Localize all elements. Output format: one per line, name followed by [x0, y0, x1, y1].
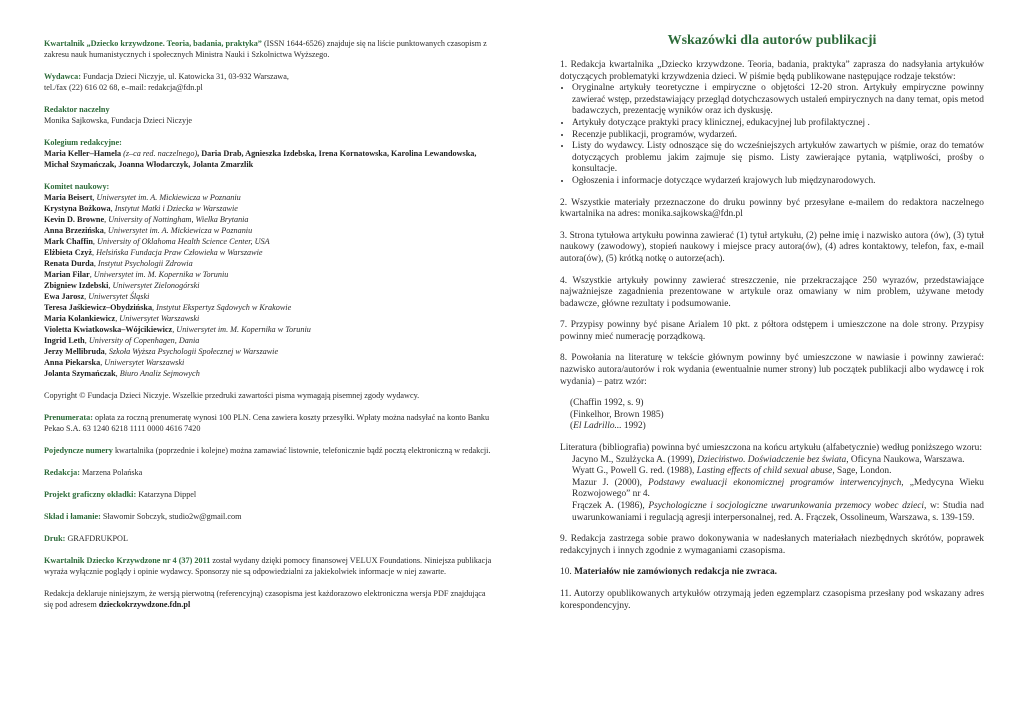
cover-design: Projekt graficzny okładki: Katarzyna Dippel — [44, 490, 197, 499]
scientific-committee: Komitet naukowy: Maria Beisert, Uniwersytet im. A. Mickiewicza w Poznaniu Krystyna Bożkowa, Instytut Matki i Dziecka w Warszawie Kevin D. Browne, University of Nottingham, Wielka Brytania Anna Brzezińska, Uniwersytet im. A. Mickiewicza w Poznaniu Mark Chaffin, University of Oklahoma Health Science Center, USA Elżbieta Czyż, Helsińska Fundacja Praw Człowieka w Warszawie Renata Durda, Instytut Psychologii Zdrowia Marian Filar, Uniwersytet im. M. Kopernika w Toruniu Zbigniew Izdebski, Uniwersytet Zielonogórski Ewa Jarosz, Uniwersytet Śląski Teresa Jaśkiewicz–Obydzińska, Instytut Ekspertyz Sądowych w Krakowie Maria Kolankiewicz, Uniwersytet Warszawski Violetta Kwiatkowska–Wójcikiewicz, Uniwersytet im. M. Kopernika w Toruniu Ingrid Leth, University of Copenhagen, Dania Jerzy Mellibruda, Szkoła Wyższa Psychologii Społecznej w Warszawie Anna Piekarska, Uniwersytet Warszawski Jolanta Szymańczak, Biuro Analiz Sejmowych — [44, 181, 492, 379]
committee-member: Anna Piekarska, Uniwersytet Warszawski — [44, 358, 185, 367]
committee-member: Krystyna Bożkowa, Instytut Matki i Dziecka w Warszawie — [44, 204, 238, 213]
list-item: • Recenzje publikacji, programów, wydarzeń. — [572, 130, 984, 142]
reference-item: Frączek A. (1986), Psychologiczne i socjologiczne uwarunkowania przemocy wobec dzieci, w: Studia nad uwarunkowaniami i regulacją agresji interpersonalnej, red. A. Frączek, Ossolineum, Warszawa, s. 139-159. — [572, 501, 984, 523]
committee-member: Ewa Jarosz, Uniwersytet Śląski — [44, 292, 150, 301]
citation-example: (Chaffin 1992, s. 9) — [570, 398, 644, 409]
declaration: Redakcja deklaruje niniejszym, że wersją pierwotną (referencyjną) czasopisma jest każdorazowo elektroniczna wersja PDF znajdująca się pod adresem dzieckokrzywdzone.fdn.pl — [44, 589, 486, 609]
section-10: 10. Materiałów nie zamówionych redakcja nie zwraca. — [560, 567, 777, 578]
list-item: • Ogłoszenia i informacje dotyczące wydarzeń krajowych lub międzynarodowych. — [572, 176, 984, 188]
committee-member: Jolanta Szymańczak, Biuro Analiz Sejmowych — [44, 369, 200, 378]
publisher-block: Wydawca: Fundacja Dzieci Niczyje, ul. Katowicka 31, 03-932 Warszawa, tel./fax (22) 616 02 68, e–mail: redakcja@fdn.pl — [44, 72, 289, 92]
typesetting: Skład i łamanie: Sławomir Sobczyk, studio2w@gmail.com — [44, 512, 242, 521]
section-4: 4. Wszystkie artykuły powinny zawierać streszczenie, nie przekraczające 250 wyrazów, przedstawiające najważniejsze zagadnienia prezentowane w artykule oraz omawiany w nim problem, używane metody badawcze, główne rezultaty i podsumowanie. — [560, 275, 984, 309]
committee-member: Anna Brzezińska, Uniwersytet im. A. Mickiewicza w Poznaniu — [44, 226, 253, 235]
committee-member: Marian Filar, Uniwersytet im. M. Kopernika w Toruniu — [44, 270, 229, 279]
section-11: 11. Autorzy opublikowanych artykułów otrzymają jeden egzemplarz czasopisma przesłany pod wskazany adres korespondencyjny. — [560, 588, 984, 611]
journal-intro: Kwartalnik „Dziecko krzywdzone. Teoria, badania, praktyka” (ISSN 1644-6526) znajduje się na liście punktowanych czasopism z zakresu nauk humanistycznych i społecznych Ministra Nauki i Szkolnictwa Wyższego. — [44, 39, 487, 59]
issue-note: Kwartalnik Dziecko Krzywdzone nr 4 (37) 2011 został wydany dzięki pomocy finansowej VELUX Foundations. Niniejsza publikacja wyraża wyłącznie poglądy i opinie wydawcy. Sponsorzy nie są odpowiedzialni za jakiekolwiek informacje w niej zawarte. — [44, 556, 492, 576]
committee-member: Mark Chaffin, University of Oklahoma Health Science Center, USA — [44, 237, 270, 246]
committee-member: Renata Durda, Instytut Psychologii Zdrowia — [44, 259, 193, 268]
committee-member: Violetta Kwiatkowska–Wójcikiewicz, Uniwersytet im. M. Kopernika w Toruniu — [44, 325, 311, 334]
editorial-board: Kolegium redakcyjne: Maria Keller–Hamela (z–ca red. naczelnego), Daria Drab, Agnieszka Izdebska, Irena Kornatowska, Karolina Lewandowska, Michał Szymańczak, Joanna Włodarczyk, Jolanta Zmarzlik — [44, 138, 477, 169]
printing: Druk: GRAFDRUKPOL — [44, 534, 128, 543]
citation-examples — [560, 398, 984, 433]
single-issues: Pojedyncze numery kwartalnika (poprzednie i kolejne) można zamawiać listownie, telefonicznie bądź pocztą elektroniczną w redakcji. — [44, 446, 491, 455]
section-2: 2. Wszystkie materiały przeznaczone do druku powinny być przesyłane e-mailem do redaktora naczelnego kwartalnika na adres: monika.sajkowska@fdn.pl — [560, 197, 984, 220]
committee-member: Ingrid Leth, University of Copenhagen, Dania — [44, 336, 200, 345]
committee-member: Maria Kolankiewicz, Uniwersytet Warszawski — [44, 314, 200, 323]
section-3: 3. Strona tytułowa artykułu powinna zawierać (1) tytuł artykułu, (2) pełne imię i nazwisko autora (ów), (3) tytuł naukowy (zawodowy), stopień naukowy i miejsce pracy autora(ów), (4) adres kontaktowy, telefon, fax, e-mail autora(ów), (5) krótką notkę o autorze(ach). — [560, 230, 984, 264]
list-item: • Oryginalne artykuły teoretyczne i empiryczne o objętości 12-20 stron. Artykuły empiryczne powinny zawierać wstęp, przedstawiający przegląd dotychczasowych ustaleń empirycznych na dany temat, opis metod badawczych, prezentację wyników oraz ich dyskusję. — [572, 83, 984, 118]
citation-example: (Finkelhor, Brown 1985) — [570, 409, 664, 420]
reference-list — [560, 455, 984, 525]
section-7: 7. Przypisy powinny być pisane Arialem 10 pkt. z półtora odstępem i umieszczone na dole strony. Przypisy powinny mieć numerację porządkową. — [560, 320, 984, 342]
journal-title: Kwartalnik „Dziecko krzywdzone. Teoria, badania, praktyka” — [44, 39, 262, 48]
reference-item: Mazur J. (2000), Podstawy ewaluacji ekonomicznej programów interwencyjnych, „Medycyna Wieku Rozwojowego” nr 4. — [572, 477, 984, 500]
literature-intro: Literatura (bibliografia) powinna być umieszczona na końcu artykułu (alfabetycznie) według poniższego wzoru: — [560, 443, 982, 454]
reference-item: Jacyno M., Szulżycka A. (1999), Dzieciństwo. Doświadczenie bez świata, Oficyna Naukowa, Warszawa. — [572, 454, 965, 465]
committee-member: Jerzy Mellibruda, Szkoła Wyższa Psychologii Społecznej w Warszawie — [44, 347, 279, 356]
right-page — [512, 0, 1024, 704]
list-item: • Listy do wydawcy. Listy odnoszące się do wcześniejszych artykułów zawartych w piśmie, oraz do tematów dotyczących problemu jakim zajmuje się pismo. Listy zawierające pytania, wątpliwości, prośby o konsultacje. — [572, 141, 984, 176]
subscription: Prenumerata: opłata za roczną prenumeratę wynosi 100 PLN. Cena zawiera koszty przesyłki. Wpłaty można nadsyłać na konto Banku Pekao S.A. 63 1240 6218 1111 0000 4616 7420 — [44, 413, 490, 433]
committee-member: Zbigniew Izdebski, Uniwersytet Zielonogórski — [44, 281, 200, 290]
redakcja: Redakcja: Marzena Polańska — [44, 468, 143, 477]
text-types-list — [560, 83, 984, 187]
committee-list — [44, 192, 492, 379]
copyright: Copyright © Fundacja Dzieci Niczyje. Wszelkie przedruki zawartości pisma wymagają pisemnej zgody wydawcy. — [44, 391, 420, 400]
committee-member: Teresa Jaśkiewicz–Obydzińska, Instytut Ekspertyz Sądowych w Krakowie — [44, 303, 292, 312]
page-title: Wskazówki dla autorów publikacji — [667, 33, 877, 48]
committee-member: Elżbieta Czyż, Helsińska Fundacja Praw Człowieka w Warszawie — [44, 248, 263, 257]
editor-block: Redaktor naczelny Monika Sajkowska, Fundacja Dzieci Niczyje — [44, 105, 193, 125]
committee-member: Maria Beisert, Uniwersytet im. A. Mickiewicza w Poznaniu — [44, 193, 241, 202]
section-1: 1. Redakcja kwartalnika „Dziecko krzywdzone. Teoria, badania, praktyka” zaprasza do nadsyłania artykułów dotyczących problematyki krzywdzenia dzieci. W piśmie będą publikowane następujące rodzaje tekstów: • Oryginalne artykuły teoretyczne i empiryczne o objętości 12-20 stron. Artykuły empiryczne powinny zawierać wstęp, przedstawiający przegląd dotychczasowych ustaleń empirycznych na dany temat, opis metod badawczych, prezentację wyników oraz ich dyskusję. • Artykuły dotyczące praktyki pracy klinicznej, edukacyjnej lub profilaktycznej . • Recenzje publikacji, programów, wydarzeń. • Listy do wydawcy. Listy odnoszące się do wcześniejszych artykułów zawartych w piśmie, oraz do tematów dotyczących problemu jakim zajmuje się pismo. Listy zawierające pytania, wątpliwości, prośby o konsultacje. • Ogłoszenia i informacje dotyczące wydarzeń krajowych lub międzynarodowych. — [560, 60, 984, 188]
citation-example: (El Ladrillo... 1992) — [570, 421, 646, 432]
reference-item: Wyatt G., Powell G. red. (1988), Lasting effects of child sexual abuse, Sage, London. — [572, 466, 892, 477]
committee-member: Kevin D. Browne, University of Nottingham, Wielka Brytania — [44, 215, 249, 224]
section-8: 8. Powołania na literaturę w tekście głównym powinny być umieszczone w nawiasie i powinny zawierać: nazwisko autora/autorów i rok wydania (ewentualnie numer strony) lub początek publikacji albo wydawcę i rok wydania) – patrz wzór: — [560, 353, 984, 387]
section-9: 9. Redakcja zastrzega sobie prawo dokonywania w nadesłanych materiałach niezbędnych skrótów, poprawek redakcyjnych i innych zgodnie z wymaganiami czasopisma. — [560, 534, 984, 556]
pdf-url: dzieckokrzywdzone.fdn.pl — [98, 600, 191, 609]
list-item: • Artykuły dotyczące praktyki pracy klinicznej, edukacyjnej lub profilaktycznej . — [572, 118, 984, 130]
